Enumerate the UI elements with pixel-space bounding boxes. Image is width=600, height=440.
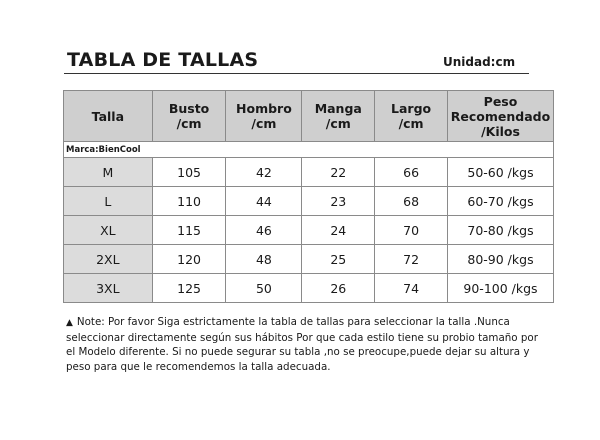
cell-largo: 68	[375, 187, 448, 216]
cell-busto: 110	[152, 187, 226, 216]
cell-busto: 115	[152, 216, 226, 245]
column-header-largo: Largo /cm	[375, 91, 448, 142]
size-note	[66, 315, 546, 374]
cell-largo: 74	[375, 274, 448, 303]
brand-label: Marca:BienCool	[64, 142, 554, 158]
cell-talla: 3XL	[64, 274, 153, 303]
cell-hombro: 46	[226, 216, 302, 245]
note-text: Note: Por favor Siga estrictamente la tabla de tallas para seleccionar la talla .Nunca seleccionar directamente según sus hábitos Por que cada estilo tiene su probio tamaño por el Modelo diferente. Si no puede segurar su tabla ,no se preocupe,puede dejar su altura y peso para que le recomendemos la talla adecuada.	[66, 316, 538, 373]
cell-largo: 72	[375, 245, 448, 274]
column-header-manga: Manga /cm	[302, 91, 375, 142]
warning-triangle-icon: ▲	[66, 318, 73, 328]
cell-busto: 120	[152, 245, 226, 274]
size-table	[63, 90, 554, 303]
cell-hombro: 42	[226, 158, 302, 187]
cell-hombro: 48	[226, 245, 302, 274]
column-header-talla: Talla	[64, 91, 153, 142]
cell-peso: 60-70 /kgs	[447, 187, 553, 216]
column-header-hombro: Hombro /cm	[226, 91, 302, 142]
cell-peso: 50-60 /kgs	[447, 158, 553, 187]
column-header-peso: Peso Recomendado /Kilos	[447, 91, 553, 142]
page-title: TABLA DE TALLAS	[67, 49, 259, 71]
cell-busto: 125	[152, 274, 226, 303]
brand-row	[64, 142, 554, 158]
table-row	[64, 187, 554, 216]
unit-label: Unidad:cm	[443, 55, 516, 69]
cell-largo: 70	[375, 216, 448, 245]
cell-hombro: 44	[226, 187, 302, 216]
cell-peso: 70-80 /kgs	[447, 216, 553, 245]
cell-talla: 2XL	[64, 245, 153, 274]
cell-talla: L	[64, 187, 153, 216]
cell-talla: M	[64, 158, 153, 187]
cell-manga: 24	[302, 216, 375, 245]
table-header-row	[64, 91, 554, 142]
cell-largo: 66	[375, 158, 448, 187]
cell-manga: 22	[302, 158, 375, 187]
table-row	[64, 245, 554, 274]
cell-manga: 23	[302, 187, 375, 216]
cell-busto: 105	[152, 158, 226, 187]
cell-peso: 80-90 /kgs	[447, 245, 553, 274]
table-row	[64, 274, 554, 303]
cell-manga: 25	[302, 245, 375, 274]
cell-peso: 90-100 /kgs	[447, 274, 553, 303]
title-underline	[64, 73, 529, 74]
cell-manga: 26	[302, 274, 375, 303]
table-row	[64, 216, 554, 245]
table-row	[64, 158, 554, 187]
cell-talla: XL	[64, 216, 153, 245]
column-header-busto: Busto /cm	[152, 91, 226, 142]
cell-hombro: 50	[226, 274, 302, 303]
